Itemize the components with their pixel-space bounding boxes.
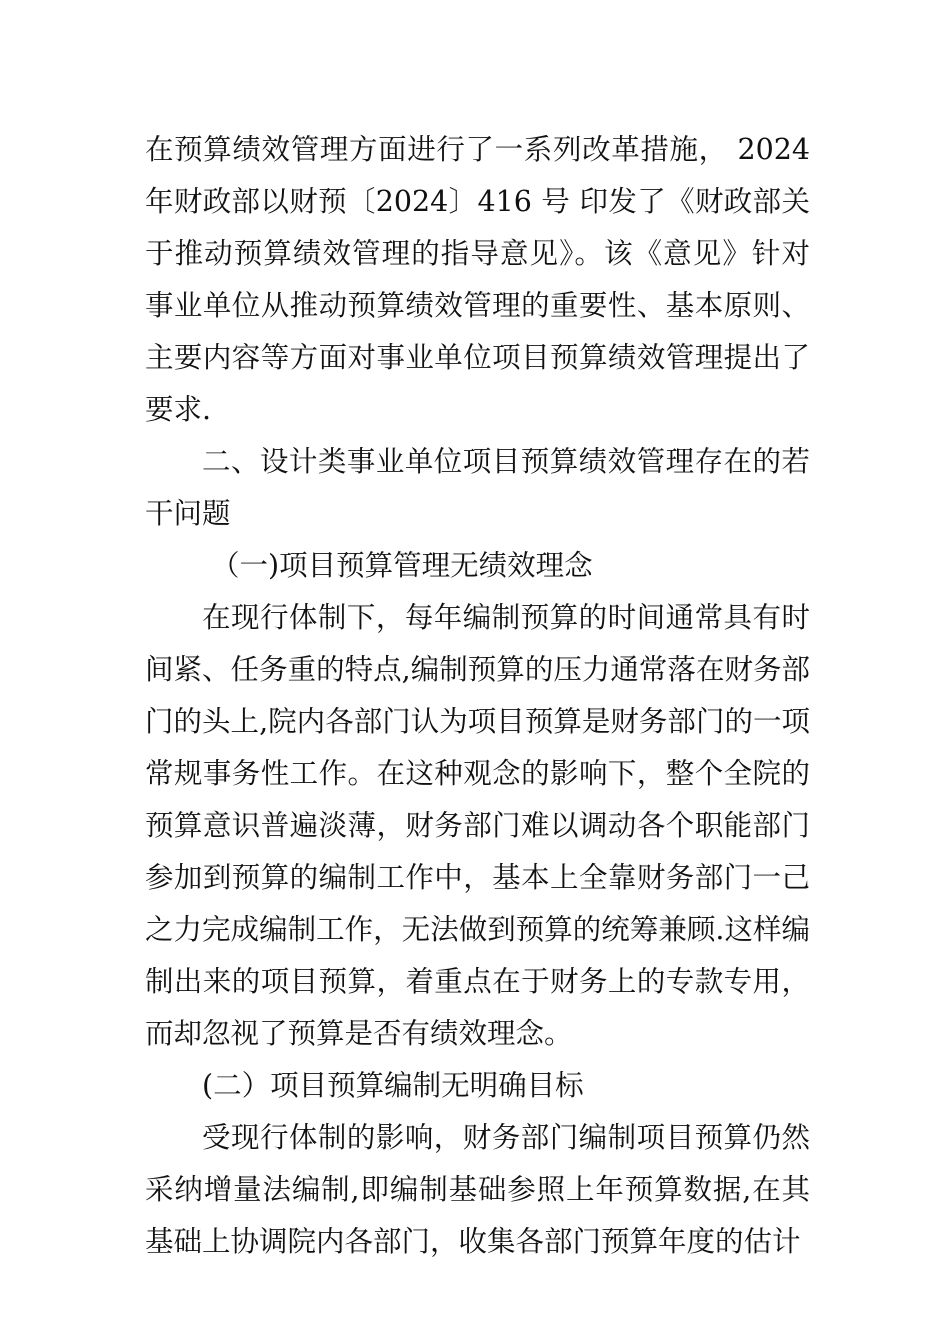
paragraph-body-1: 在现行体制下，每年编制预算的时间通常具有时间紧、任务重的特点,编制预算的压力通常落在财务部门的头上,院内各部门认为项目预算是财务部门的一项常规事务性工作。在这种观念的影响下，整个全院的预算意识普遍淡薄，财务部门难以调动各个职能部门参加到预算的编制工作中，基本上全靠财务部门一己之力完成编制工作，无法做到预算的统筹兼顾.这样编制出来的项目预算，着重点在于财务上的专款专用，而却忽视了预算是否有绩效理念。 [145, 601, 810, 1050]
document-body [145, 124, 810, 1268]
paragraph-continuation: 在预算绩效管理方面进行了一系列改革措施， 2024 年财政部以财预〔2024〕416 号 印发了《财政部关于推动预算绩效管理的指导意见》。该《意见》针对事业单位从推动预算绩效管理的重要性、基本原则、主要内容等方面对事业单位项目预算绩效管理提出了要求. [145, 133, 810, 426]
paragraph-body-2: 受现行体制的影响，财务部门编制项目预算仍然采纳增量法编制,即编制基础参照上年预算数据,在其基础上协调院内各部门，收集各部门预算年度的估计 [145, 1121, 810, 1258]
subsection-heading-2: (二）项目预算编制无明确目标 [202, 1069, 584, 1102]
subsection-heading-1: （一)项目预算管理无绩效理念 [211, 549, 593, 582]
section-heading: 二、设计类事业单位项目预算绩效管理存在的若干问题 [145, 445, 810, 530]
